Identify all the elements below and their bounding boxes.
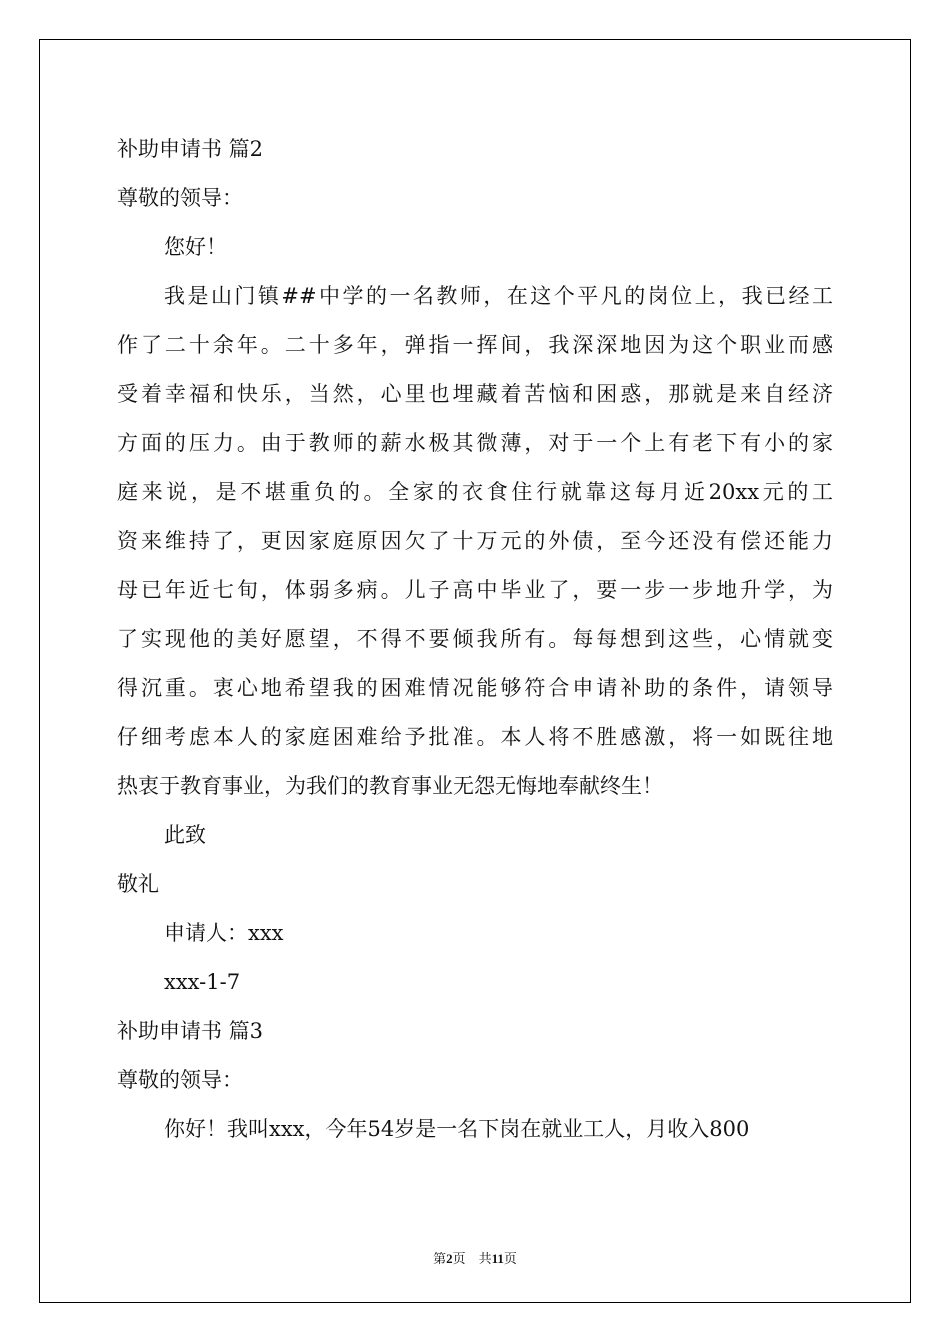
section-heading: 补助申请书 篇3	[117, 1019, 264, 1043]
paragraph-line: 庭来说，是不堪重负的。全家的衣食住行就靠这每月近20xx元的工	[117, 480, 833, 504]
paragraph-line: 仔细考虑本人的家庭困难给予批准。本人将不胜感激，将一如既往地	[117, 725, 833, 749]
total-page-count: 11	[491, 1251, 504, 1266]
paragraph-line: 我是山门镇##中学的一名教师，在这个平凡的岗位上，我已经工	[164, 284, 833, 308]
footer-total-suffix: 页	[503, 1251, 517, 1266]
closing-line: 敬礼	[117, 872, 159, 896]
current-page-number: 2	[446, 1251, 453, 1266]
applicant-line: 申请人：xxx	[164, 921, 284, 945]
paragraph-line: 方面的压力。由于教师的薪水极其微薄，对于一个上有老下有小的家	[117, 431, 833, 455]
paragraph-line: 作了二十余年。二十多年，弹指一挥间，我深深地因为这个职业而感	[117, 333, 833, 357]
greeting: 您好！	[164, 235, 227, 259]
footer-total-prefix: 共	[478, 1251, 492, 1266]
paragraph-line: 资来维持了，更因家庭原因欠了十万元的外债，至今还没有偿还能力	[117, 529, 833, 553]
paragraph-line: 了实现他的美好愿望，不得不要倾我所有。每每想到这些，心情就变	[117, 627, 833, 651]
section-heading: 补助申请书 篇2	[117, 137, 264, 161]
salutation: 尊敬的领导：	[117, 1068, 243, 1092]
closing-line: 此致	[164, 823, 206, 847]
paragraph-line: 热衷于教育事业，为我们的教育事业无怨无悔地奉献终生！	[117, 774, 663, 798]
paragraph-line: 母已年近七旬，体弱多病。儿子高中毕业了，要一步一步地升学，为	[117, 578, 833, 602]
date-line: xxx-1-7	[164, 970, 241, 994]
document-body	[117, 125, 833, 1154]
salutation: 尊敬的领导：	[117, 186, 243, 210]
footer-page-suffix: 页	[452, 1251, 466, 1266]
page-footer	[0, 1248, 950, 1267]
paragraph-line: 得沉重。衷心地希望我的困难情况能够符合申请补助的条件，请领导	[117, 676, 833, 700]
footer-prefix: 第	[433, 1251, 447, 1266]
paragraph-line: 你好！我叫xxx，今年54岁是一名下岗在就业工人，月收入800	[164, 1117, 750, 1141]
paragraph-line: 受着幸福和快乐，当然，心里也埋藏着苦恼和困惑，那就是来自经济	[117, 382, 833, 406]
